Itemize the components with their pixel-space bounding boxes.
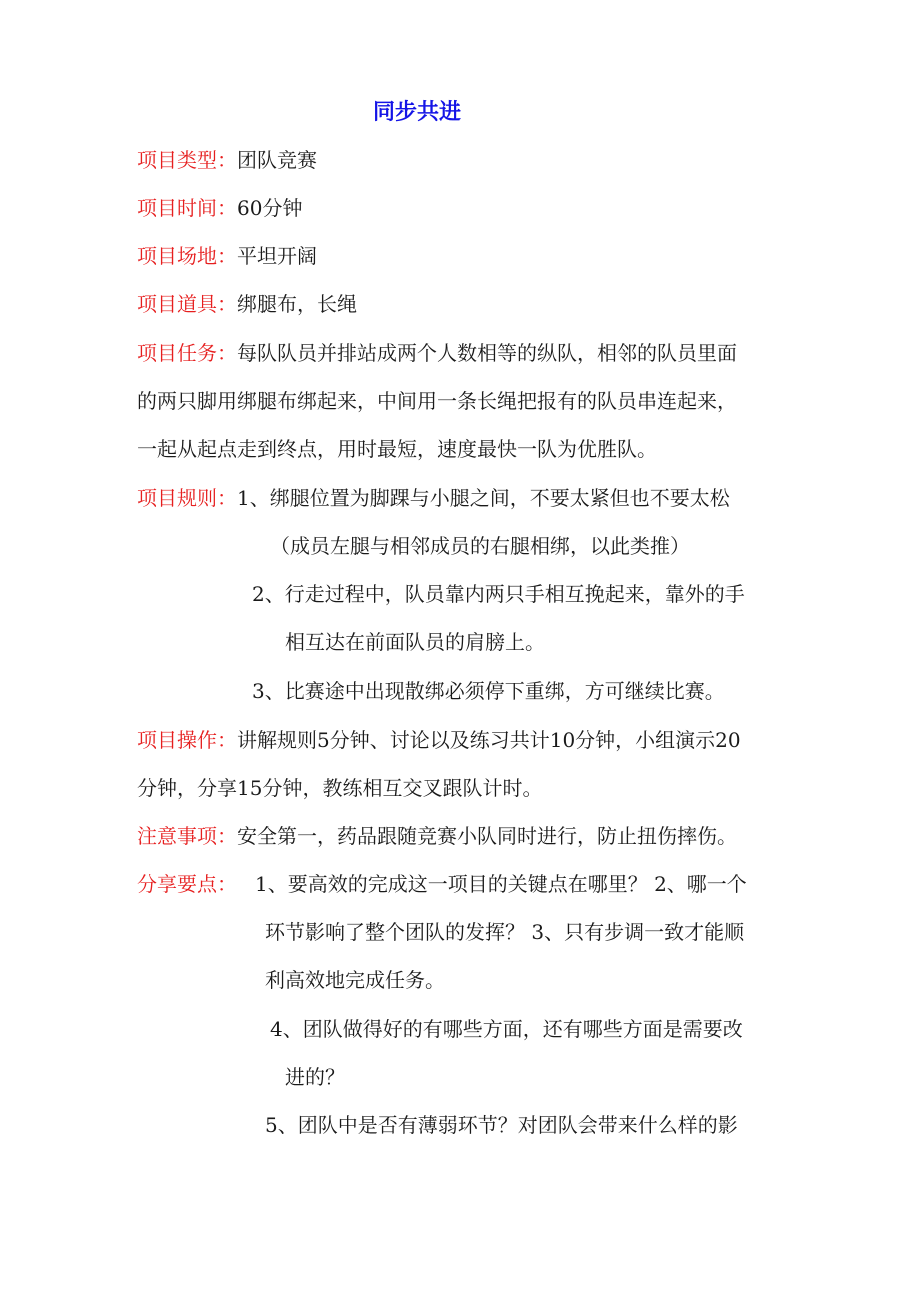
rules-label: 项目规则： <box>137 486 237 510</box>
sharing-row <box>137 872 747 896</box>
rule-line: 相互达在前面队员的肩膀上。 <box>285 630 545 654</box>
rule-line: 3、比赛途中出现散绑必须停下重绑，方可继续比赛。 <box>252 679 725 703</box>
venue-label: 项目场地： <box>137 244 237 268</box>
sharing-label: 分享要点： <box>137 872 237 896</box>
sharing-line: 进的？ <box>285 1065 345 1089</box>
task-label: 项目任务： <box>137 341 237 365</box>
sharing-line: 利高效地完成任务。 <box>265 968 445 992</box>
operation-label: 项目操作： <box>137 728 237 752</box>
task-row <box>137 341 737 365</box>
rule-line: 1、绑腿位置为脚踝与小腿之间，不要太紧但也不要太松 <box>237 486 730 510</box>
time-label: 项目时间： <box>137 196 237 220</box>
type-value: 团队竞赛 <box>237 148 317 172</box>
time-row <box>137 196 302 220</box>
rule-line: （成员左腿与相邻成员的右腿相绑，以此类推） <box>270 534 690 558</box>
notes-value: 安全第一，药品跟随竞赛小队同时进行，防止扭伤摔伤。 <box>237 824 737 848</box>
sharing-line: 5、团队中是否有薄弱环节？对团队会带来什么样的影 <box>265 1113 738 1137</box>
type-label: 项目类型： <box>137 148 237 172</box>
sharing-line: 环节影响了整个团队的发挥？ 3、只有步调一致才能顺 <box>265 920 745 944</box>
rules-row <box>137 486 730 510</box>
task-line: 一起从起点走到终点，用时最短，速度最快一队为优胜队。 <box>137 437 657 461</box>
rule-line: 2、行走过程中，队员靠内两只手相互挽起来，靠外的手 <box>252 582 745 606</box>
venue-row <box>137 244 317 268</box>
sharing-line: 4、团队做得好的有哪些方面，还有哪些方面是需要改 <box>270 1017 743 1041</box>
sharing-line: 1、要高效的完成这一项目的关键点在哪里？ 2、哪一个 <box>255 872 747 896</box>
operation-line: 分钟，分享15分钟，教练相互交叉跟队计时。 <box>137 776 543 800</box>
task-line: 的两只脚用绑腿布绑起来，中间用一条长绳把报有的队员串连起来， <box>137 389 737 413</box>
props-row <box>137 292 357 316</box>
notes-label: 注意事项： <box>137 824 237 848</box>
operation-row <box>137 728 741 752</box>
type-row <box>137 148 317 172</box>
venue-value: 平坦开阔 <box>237 244 317 268</box>
props-value: 绑腿布，长绳 <box>237 292 357 316</box>
task-line: 每队队员并排站成两个人数相等的纵队，相邻的队员里面 <box>237 341 737 365</box>
page-title: 同步共进 <box>373 100 462 125</box>
time-value: 60分钟 <box>237 196 303 220</box>
props-label: 项目道具： <box>137 292 237 316</box>
operation-line: 讲解规则5分钟、讨论以及练习共计10分钟，小组演示20 <box>237 728 741 752</box>
notes-row <box>137 824 737 848</box>
